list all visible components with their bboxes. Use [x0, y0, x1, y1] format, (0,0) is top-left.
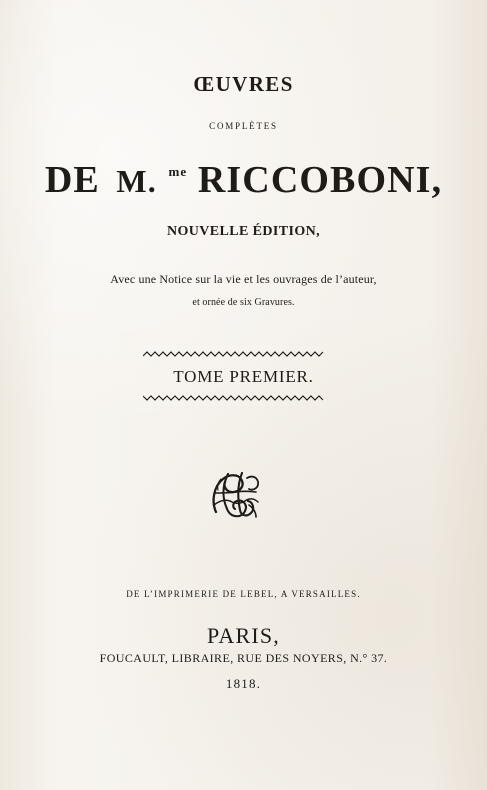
- printer-line: DE L’IMPRIMERIE DE LEBEL, A VERSAILLES.: [126, 589, 361, 599]
- author-line: [0, 158, 487, 202]
- monogram-emblem: [205, 462, 267, 524]
- author-abbr: M.: [116, 163, 157, 199]
- ornament-rule-bottom: [143, 394, 325, 402]
- title-oeuvres: ŒUVRES: [193, 72, 294, 96]
- engravings-line: et ornée de six Gravures.: [192, 297, 295, 308]
- year-line: 1818.: [225, 676, 262, 691]
- notice-line: Avec une Notice sur la vie et les ouvrages de l’auteur,: [110, 272, 377, 286]
- edition-line: NOUVELLE ÉDITION,: [166, 224, 321, 239]
- publisher-line: FOUCAULT, LIBRAIRE, RUE DES NOYERS, N.° 37.: [99, 651, 388, 665]
- author-prefix: DE: [44, 159, 100, 201]
- ornament-rule-top: [143, 350, 325, 358]
- author-name: RICCOBONI,: [197, 159, 443, 201]
- author-superscript: me: [168, 164, 188, 179]
- title-completes: COMPLÈTES: [209, 121, 278, 131]
- volume-line: TOME PREMIER.: [173, 367, 314, 386]
- city-line: PARIS,: [206, 623, 281, 648]
